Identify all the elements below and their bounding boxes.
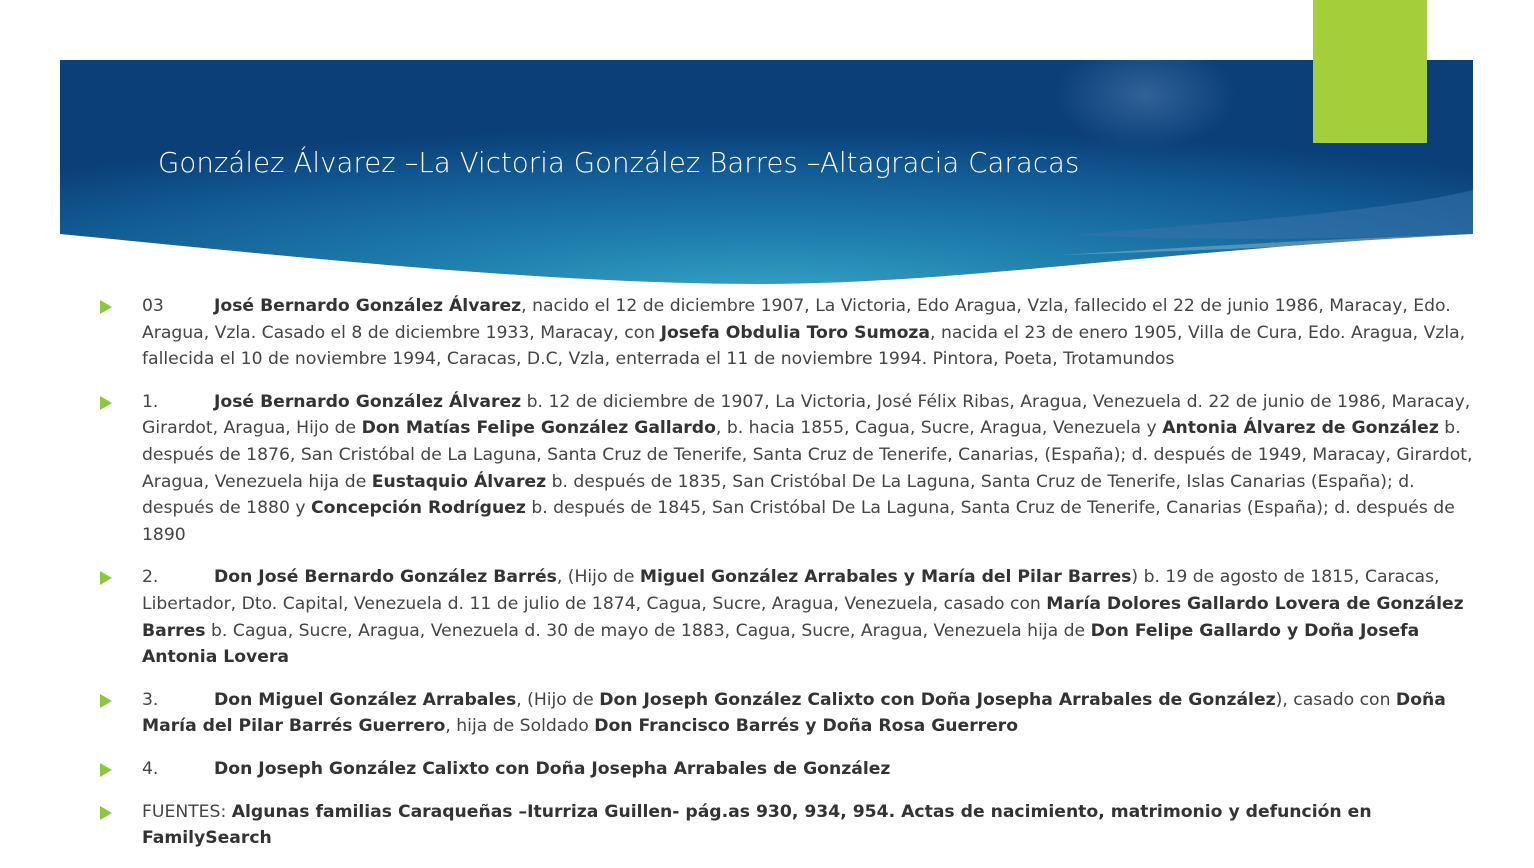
name-text: Eustaquio Álvarez [371,471,547,492]
item-text: ) b. 19 de agosto de 1815, Caracas, Libertador, Dto. Capital, Venezuela d. 11 de julio de 1874, Cagua, Sucre, Aragua, Venezuela, casado con [142,567,1440,614]
item-text: , (Hijo de [556,567,640,588]
genealogy-list [100,293,1490,868]
item-number: 4. [142,758,159,779]
name-text: José Bernardo González Álvarez [214,296,522,316]
name-text: María Dolores Gallardo Lovera de González Barres [142,593,1464,641]
triangle-bullet-icon [100,806,112,820]
list-item [100,564,1490,670]
name-text: Concepción Rodríguez [311,498,526,519]
name-text: Don Matías Felipe González Gallardo [361,418,716,439]
item-text: ), casado con [1275,689,1396,710]
triangle-bullet-icon [100,694,112,708]
name-text: Don Joseph González Calixto con Doña Josepha Arrabales de González [214,758,891,779]
triangle-bullet-icon [100,763,112,777]
item-text: b. Cagua, Sucre, Aragua, Venezuela d. 30 de mayo de 1883, Cagua, Sucre, Aragua, Venezuela hija de [205,620,1091,641]
name-text: Don José Bernardo González Barrés [214,567,557,588]
item-text: , nacida el 23 de enero 1905, Villa de Cura, Edo. Aragua, Vzla, fallecida el 10 de noviembre 1994, Caracas, D.C, Vzla, enterrada el 11 de noviembre 1994. Pintora, Poeta, Trotamundos [142,322,1466,370]
name-text: Don Joseph González Calixto con Doña Josepha Arrabales de González [599,689,1276,710]
accent-bar [1313,0,1427,143]
list-item [100,756,1490,783]
list-item [100,687,1490,740]
item-text: b. después de 1835, San Cristóbal De La Laguna, Santa Cruz de Tenerife, Islas Canarias (España); d. después de 1880 y [142,471,1415,519]
item-number: 1. [142,391,159,412]
item-text: , hija de Soldado [445,716,595,737]
item-text: , b. hacia 1855, Cagua, Sucre, Aragua, Venezuela y [715,418,1163,439]
name-text: Don Felipe Gallardo y Doña Josefa Antonia Lovera [142,620,1420,668]
name-text: Algunas familias Caraqueñas –Iturriza Guillen- pág.as 930, 934, 954. Actas de nacimiento, matrimonio y defunción en FamilySearch [142,801,1372,849]
triangle-bullet-icon [100,571,112,585]
item-text: b. 12 de diciembre de 1907, La Victoria, José Félix Ribas, Aragua, Venezuela d. 22 de junio de 1986, Maracay, Girardot, Aragua, Hijo de [142,391,1471,439]
item-text: , (Hijo de [516,689,600,710]
name-text: Doña María del Pilar Barrés Guerrero [142,689,1446,737]
name-text: Don Miguel González Arrabales [214,689,517,710]
slide-title: González Álvarez –La Victoria González Barres –Altagracia Caracas [158,147,1080,179]
item-number: 2. [142,567,159,588]
item-text: FUENTES: [142,801,232,822]
name-text: Don Francisco Barrés y Doña Rosa Guerrero [594,716,1019,737]
list-item [100,799,1490,852]
item-text: , nacido el 12 de diciembre 1907, La Victoria, Edo Aragua, Vzla, fallecido el 22 de junio 1986, Maracay, Edo. Aragua, Vzla. Casado el 8 de diciembre 1933, Maracay, con [142,296,1451,343]
list-item [100,389,1490,549]
name-text: Josefa Obdulia Toro Sumoza [660,322,931,343]
name-text: Antonia Álvarez de González [1162,418,1439,439]
item-number: 3. [142,689,159,710]
name-text: José Bernardo González Álvarez [214,391,522,412]
item-number: 03 [142,296,164,316]
triangle-bullet-icon [100,396,112,410]
item-text: b. después de 1845, San Cristóbal De La Laguna, Santa Cruz de Tenerife, Canarias (España); d. después de 1890 [142,498,1455,545]
triangle-bullet-icon [100,300,112,314]
list-item [100,293,1490,373]
name-text: Miguel González Arrabales y María del Pilar Barres [639,567,1132,588]
item-text: b. después de 1876, San Cristóbal de La Laguna, Santa Cruz de Tenerife, Santa Cruz de Tenerife, Canarias, (España); d. después de 1949, Maracay, Girardot, Aragua, Venezuela hija de [142,418,1473,492]
